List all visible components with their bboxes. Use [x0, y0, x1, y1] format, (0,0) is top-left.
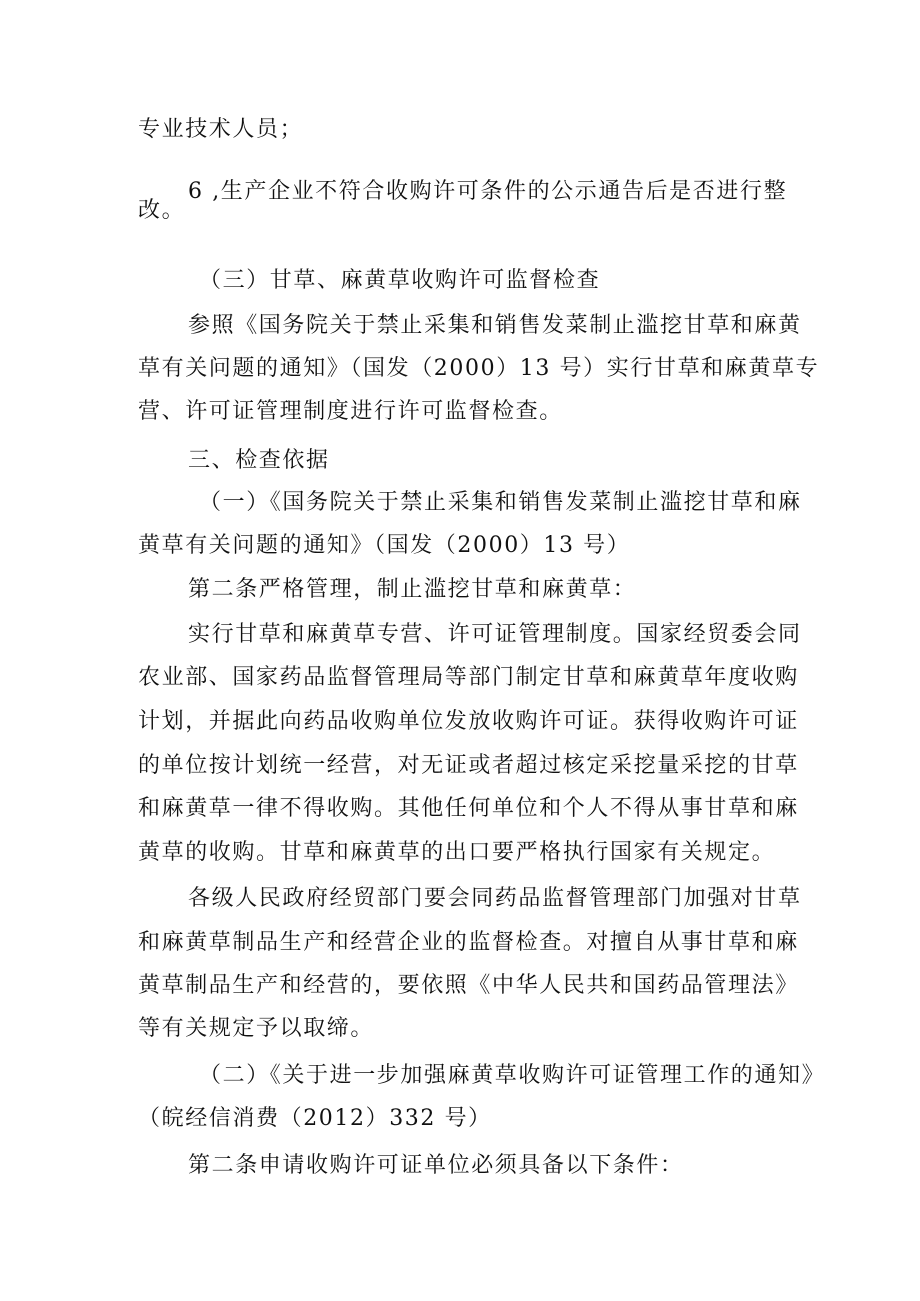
text-line: 黄草有关问题的通知》（国发（2000）13 号） — [138, 533, 631, 558]
text-line: 第二条严格管理，制止滥挖甘草和麻黄草： — [188, 577, 637, 602]
text-line: 黄草的收购。甘草和麻黄草的出口要严格执行国家有关规定。 — [138, 840, 776, 865]
text-line: 参照《国务院关于禁止采集和销售发菜制止滥挖甘草和麻黄 — [188, 313, 802, 338]
text-line: 第二条申请收购许可证单位必须具备以下条件： — [188, 1153, 684, 1178]
text-line: 的单位按计划统一经营，对无证或者超过核定采挖量采挖的甘草 — [138, 753, 799, 778]
section-heading: 三、检查依据 — [188, 448, 330, 473]
text-line: 改。 — [138, 198, 186, 223]
text-line: 和麻黄草一律不得收购。其他任何单位和个人不得从事甘草和麻 — [138, 796, 799, 821]
text-line: 黄草制品生产和经营的，要依照《中华人民共和国药品管理法》 — [138, 973, 799, 998]
text-line: 实行甘草和麻黄草专营、许可证管理制度。国家经贸委会同 — [188, 622, 802, 647]
section-heading: （三）甘草、麻黄草收购许可监督检查 — [199, 268, 601, 293]
text-line: （二）《关于进一步加强麻黄草收购许可证管理工作的通知》 — [199, 1063, 826, 1088]
text-line: 等有关规定予以取缔。 — [138, 1016, 375, 1041]
text-line: 计划，并据此向药品收购单位发放收购许可证。获得收购许可证 — [138, 709, 799, 734]
text-line: （一）《国务院关于禁止采集和销售发菜制止滥挖甘草和麻 — [199, 490, 802, 515]
text-line: 农业部、国家药品监督管理局等部门制定甘草和麻黄草年度收购 — [138, 665, 799, 690]
text-line: 专业技术人员； — [138, 117, 304, 142]
text-line: 和麻黄草制品生产和经营企业的监督检查。对擅自从事甘草和麻 — [138, 930, 799, 955]
text-line: 各级人民政府经贸部门要会同药品监督管理部门加强对甘草 — [188, 886, 802, 911]
text-line: （皖经信消费（2012）332 号） — [138, 1106, 492, 1131]
text-line: 营、许可证管理制度进行许可监督检查。 — [138, 399, 563, 424]
text-line: 草有关问题的通知》（国发（2000）13 号）实行甘草和麻黄草专 — [138, 356, 820, 381]
text-line: 6 ,生产企业不符合收购许可条件的公示通告后是否进行整 — [188, 179, 788, 204]
